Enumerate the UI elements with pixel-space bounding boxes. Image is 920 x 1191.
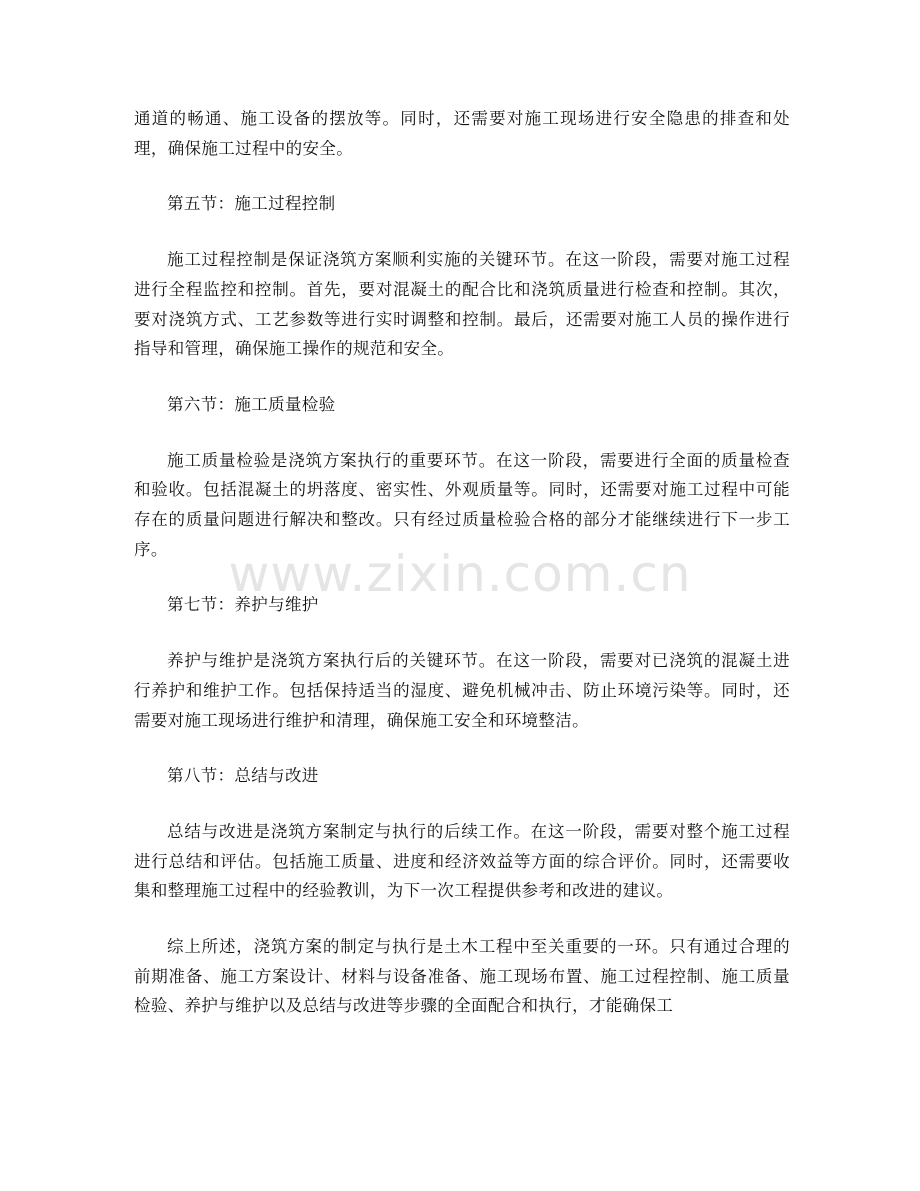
document-body [134, 104, 790, 1047]
paragraph-curing-maintenance: 养护与维护是浇筑方案执行后的关键环节。在这一阶段，需要对已浇筑的混凝土进行养护和维护工作。包括保持适当的湿度、避免机械冲击、防止环境污染等。同时，还需要对施工现场进行维护和清理，确保施工安全和环境整洁。 [134, 651, 790, 730]
watermark-text: www.zixin.com.cn [228, 545, 692, 603]
paragraph-process-control: 施工过程控制是保证浇筑方案顺利实施的关键环节。在这一阶段，需要对施工过程进行全程监控和控制。首先，要对混凝土的配合比和浇筑质量进行检查和控制。其次，要对浇筑方式、工艺参数等进行实时调整和控制。最后，还需要对施工人员的操作进行指导和管理，确保施工操作的规范和安全。 [134, 250, 790, 359]
section-heading-5: 第五节：施工过程控制 [167, 194, 336, 214]
paragraph-intro-continued: 通道的畅通、施工设备的摆放等。同时，还需要对施工现场进行安全隐患的排查和处理，确保施工过程中的安全。 [134, 109, 790, 158]
paragraph-quality-inspection: 施工质量检验是浇筑方案执行的重要环节。在这一阶段，需要进行全面的质量检查和验收。包括混凝土的坍落度、密实性、外观质量等。同时，还需要对施工过程中可能存在的质量问题进行解决和整改。只有经过质量检验合格的部分才能继续进行下一步工序。 [134, 450, 790, 559]
section-heading-8: 第八节：总结与改进 [167, 766, 319, 786]
section-heading-7: 第七节：养护与维护 [167, 595, 319, 615]
paragraph-conclusion: 综上所述，浇筑方案的制定与执行是土木工程中至关重要的一环。只有通过合理的前期准备、施工方案设计、材料与设备准备、施工现场布置、施工过程控制、施工质量检验、养护与维护以及总结与改进等步骤的全面配合和执行，才能确保工 [134, 937, 790, 1016]
paragraph-summary-improvement: 总结与改进是浇筑方案制定与执行的后续工作。在这一阶段，需要对整个施工过程进行总结和评估。包括施工质量、进度和经济效益等方面的综合评价。同时，还需要收集和整理施工过程中的经验教训，为下一次工程提供参考和改进的建议。 [134, 821, 790, 901]
section-heading-6: 第六节：施工质量检验 [167, 394, 336, 414]
